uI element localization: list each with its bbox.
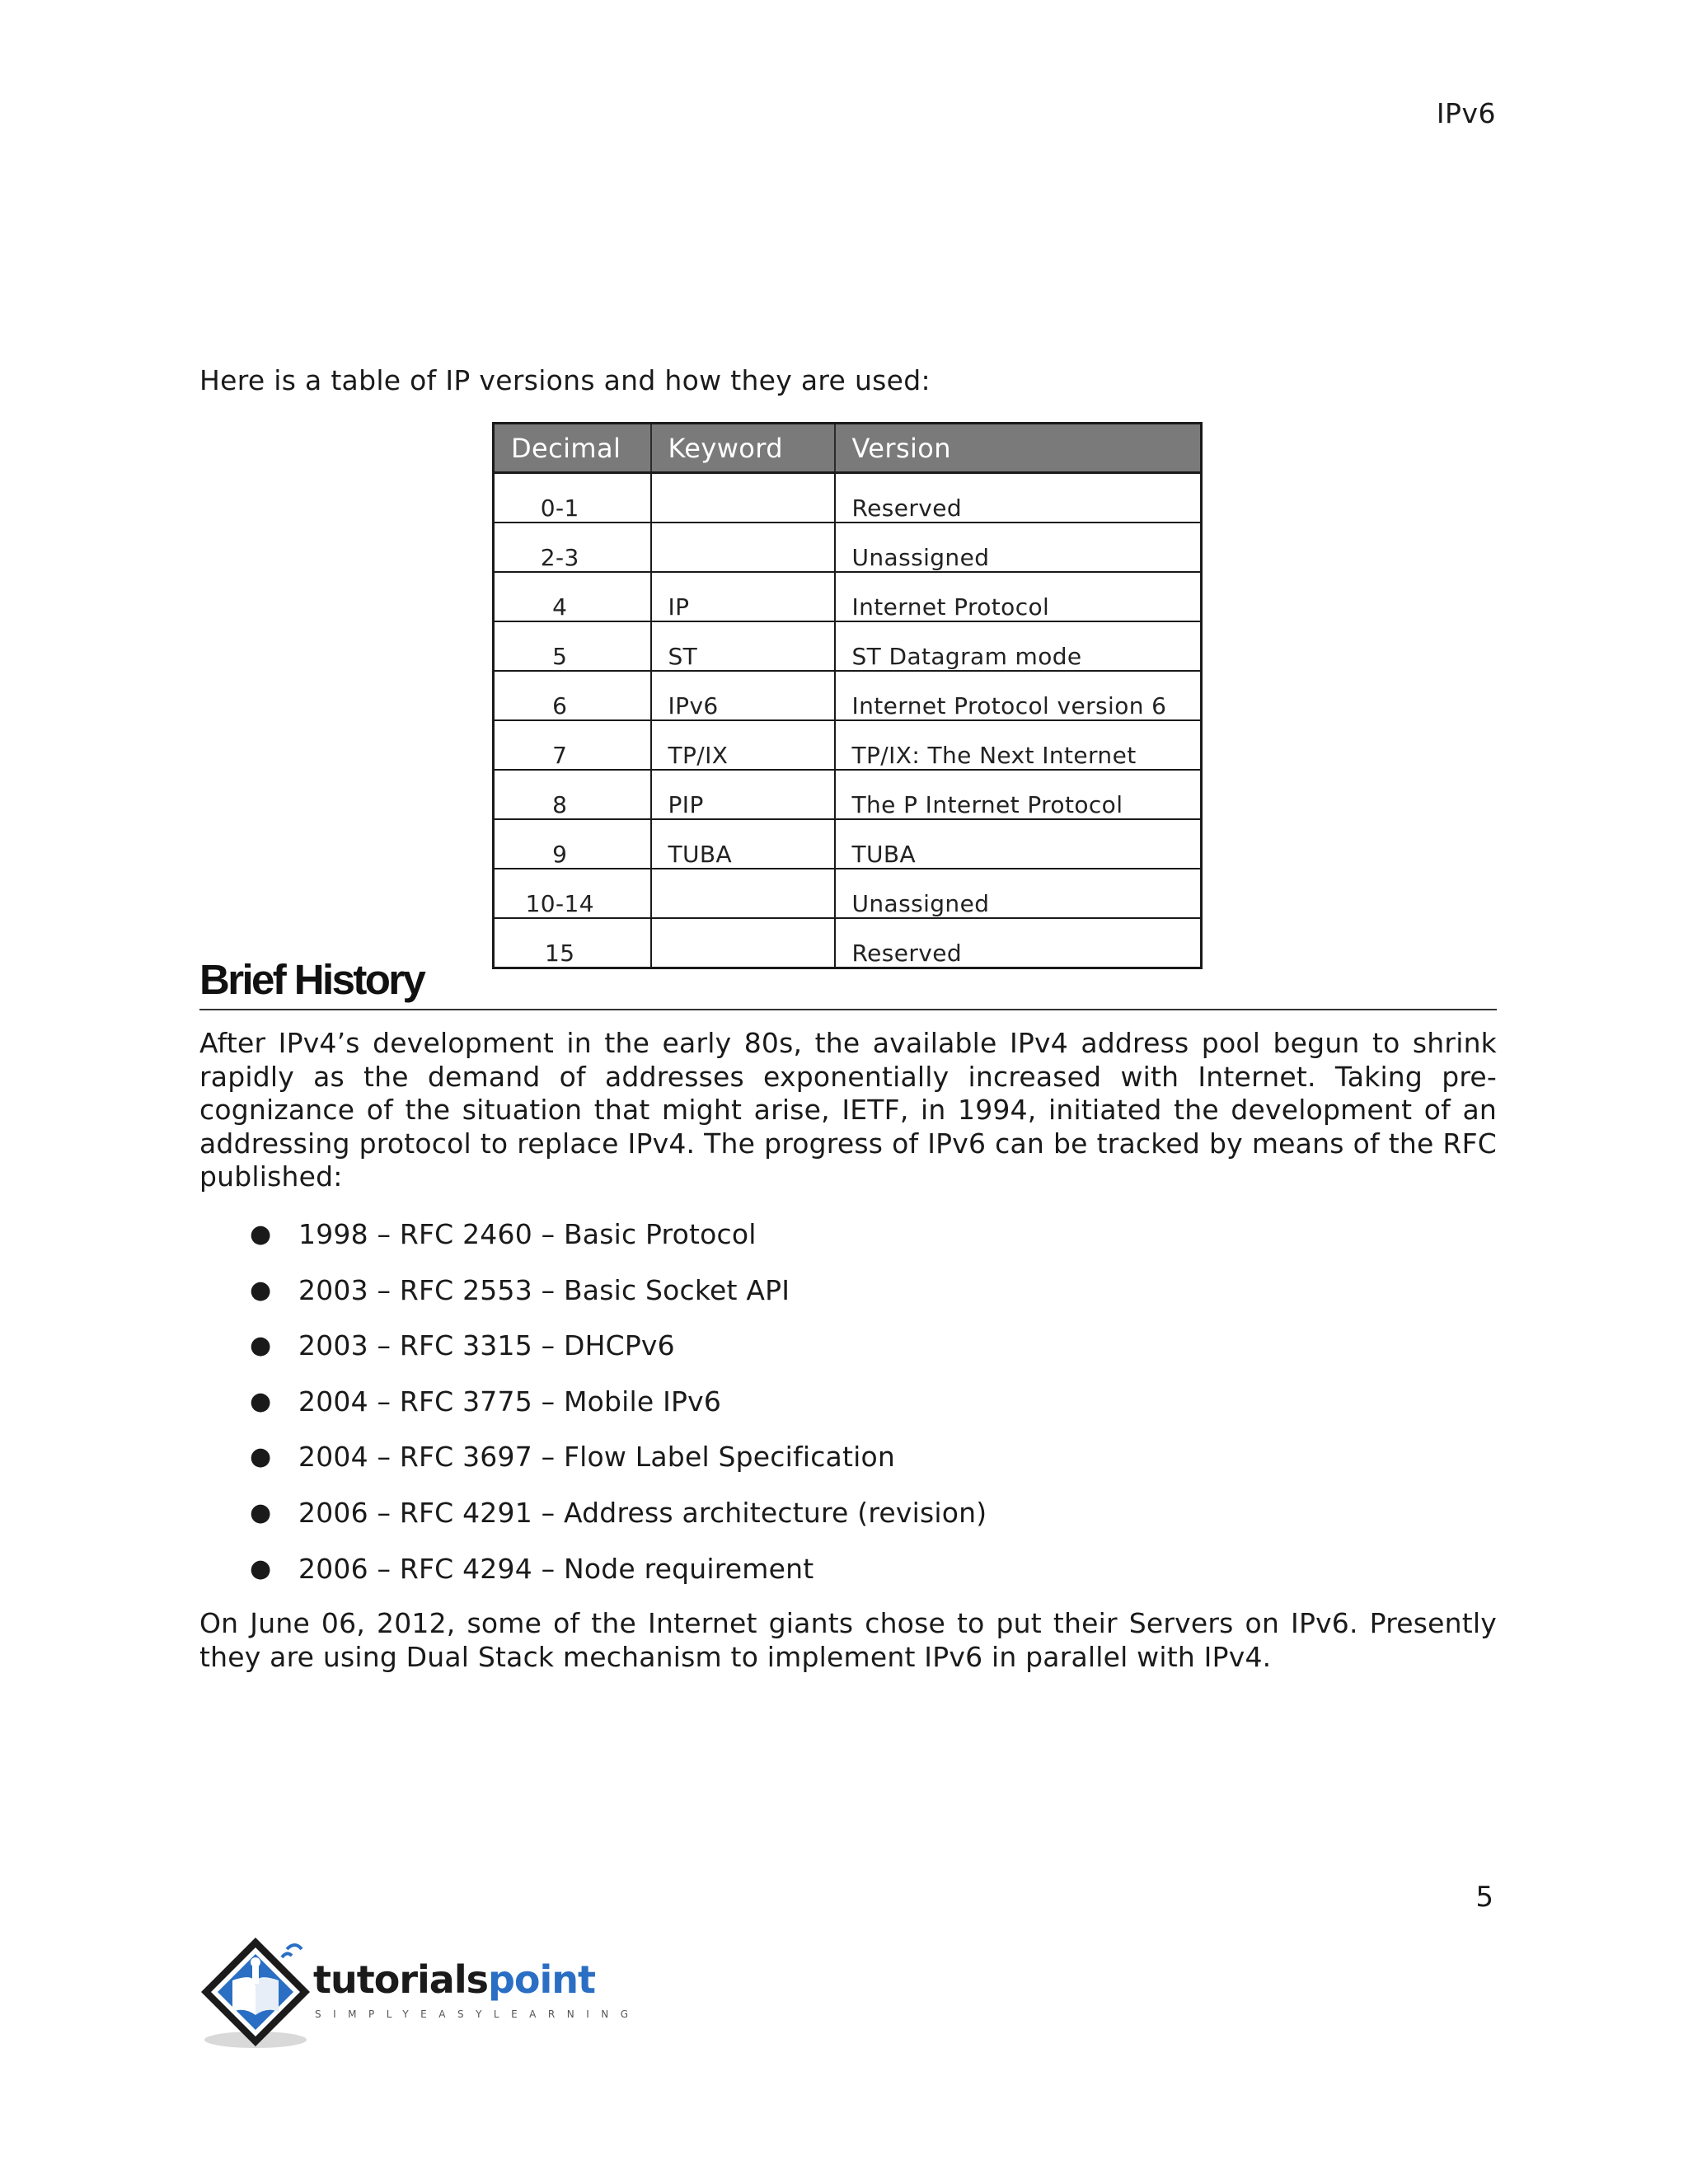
cell-version: Internet Protocol version 6 [835, 671, 1202, 720]
cell-decimal: 15 [494, 918, 651, 968]
table-row [494, 770, 1202, 819]
section-heading-brief-history: Brief History [199, 954, 1497, 1010]
rfc-item-text: 2004 – RFC 3697 – Flow Label Specification [298, 1441, 895, 1474]
cell-decimal: 8 [494, 770, 651, 819]
logo-wordmark: tutorialspoint [313, 1957, 596, 2002]
cell-keyword: IPv6 [651, 671, 835, 720]
rfc-item-text: 2004 – RFC 3775 – Mobile IPv6 [298, 1385, 722, 1418]
table-row [494, 869, 1202, 918]
cell-keyword [651, 473, 835, 523]
table-row [494, 473, 1202, 523]
column-header-version: Version [835, 424, 1202, 473]
ip-versions-table [492, 422, 1203, 969]
table-row [494, 819, 1202, 869]
cell-version: Reserved [835, 918, 1202, 968]
cell-decimal: 7 [494, 720, 651, 770]
table-row [494, 671, 1202, 720]
cell-keyword [651, 869, 835, 918]
cell-decimal: 2-3 [494, 523, 651, 572]
cell-keyword: TP/IX [651, 720, 835, 770]
rfc-item-text: 1998 – RFC 2460 – Basic Protocol [298, 1218, 757, 1250]
cell-version: The P Internet Protocol [835, 770, 1202, 819]
cell-decimal: 5 [494, 621, 651, 671]
cell-keyword: ST [651, 621, 835, 671]
table-row [494, 523, 1202, 572]
table-row [494, 621, 1202, 671]
cell-version: ST Datagram mode [835, 621, 1202, 671]
logo-emblem-icon [196, 1933, 320, 2056]
bullet-icon: ● [250, 1275, 272, 1305]
bullet-icon: ● [250, 1497, 272, 1527]
cell-version: Unassigned [835, 523, 1202, 572]
table-row [494, 720, 1202, 770]
table-header-row [494, 424, 1202, 473]
closing-paragraph: On June 06, 2012, some of the Internet giants chose to put their Servers on IPv6. Presently they are using Dual Stack mechanism to implement IPv6 in parallel with IPv4. [199, 1607, 1497, 1673]
cell-keyword [651, 523, 835, 572]
cell-keyword: IP [651, 572, 835, 621]
cell-version: Unassigned [835, 869, 1202, 918]
cell-decimal: 0-1 [494, 473, 651, 523]
page-number: 5 [1475, 1881, 1493, 1914]
bullet-icon: ● [250, 1554, 272, 1583]
intro-text: Here is a table of IP versions and how they are used: [199, 364, 931, 396]
bullet-icon: ● [250, 1442, 272, 1472]
cell-version: Internet Protocol [835, 572, 1202, 621]
column-header-keyword: Keyword [651, 424, 835, 473]
list-item [199, 1497, 1497, 1553]
cell-keyword: PIP [651, 770, 835, 819]
rfc-item-text: 2003 – RFC 3315 – DHCPv6 [298, 1329, 675, 1362]
bullet-icon: ● [250, 1331, 272, 1361]
rfc-item-text: 2006 – RFC 4294 – Node requirement [298, 1552, 814, 1585]
bullet-icon: ● [250, 1386, 272, 1416]
tutorialspoint-logo [196, 1933, 640, 2056]
bullet-icon: ● [250, 1220, 272, 1249]
cell-version: TP/IX: The Next Internet [835, 720, 1202, 770]
cell-keyword: TUBA [651, 819, 835, 869]
cell-decimal: 9 [494, 819, 651, 869]
list-item [199, 1553, 1497, 1609]
cell-version: TUBA [835, 819, 1202, 869]
list-item [199, 1218, 1497, 1274]
list-item [199, 1385, 1497, 1441]
list-item [199, 1329, 1497, 1385]
rfc-list [199, 1218, 1497, 1608]
logo-tagline: SIMPLYEASYLEARNING [315, 2008, 640, 2020]
list-item [199, 1441, 1497, 1497]
cell-decimal: 10-14 [494, 869, 651, 918]
history-paragraph: After IPv4’s development in the early 80s, the available IPv4 address pool begun to shrink rapidly as the demand of addresses exponentially increased with Internet. Taking pre-cognizance of the situation that might arise, IETF, in 1994, initiated the development of an addressing protocol to replace IPv4. The progress of IPv6 can be tracked by means of the RFC published: [199, 1027, 1497, 1193]
column-header-decimal: Decimal [494, 424, 651, 473]
cell-version: Reserved [835, 473, 1202, 523]
running-header: IPv6 [1436, 97, 1496, 129]
rfc-item-text: 2003 – RFC 2553 – Basic Socket API [298, 1273, 790, 1306]
list-item [199, 1274, 1497, 1330]
cell-decimal: 6 [494, 671, 651, 720]
table-row [494, 572, 1202, 621]
cell-decimal: 4 [494, 572, 651, 621]
rfc-item-text: 2006 – RFC 4291 – Address architecture (revision) [298, 1496, 987, 1529]
